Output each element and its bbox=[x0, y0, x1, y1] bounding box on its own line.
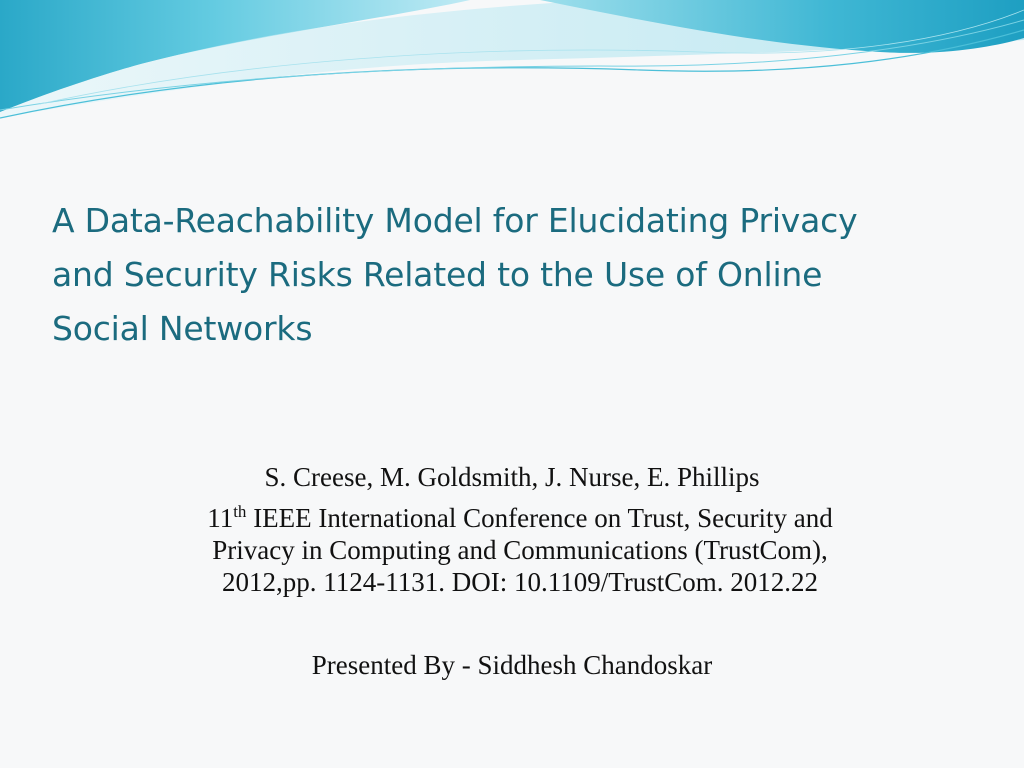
citation-line-2: Privacy in Computing and Communications (TrustCom), bbox=[212, 535, 828, 565]
conference-name: IEEE International Conference on Trust, Security and bbox=[246, 503, 833, 533]
ordinal-suffix: th bbox=[233, 502, 247, 521]
citation-line-3: 2012,pp. 1124-1131. DOI: 10.1109/TrustCom. 2012.22 bbox=[221, 567, 819, 597]
decorative-wave-header bbox=[0, 0, 1024, 130]
ordinal-number: 11 bbox=[207, 503, 234, 533]
conference-citation bbox=[110, 502, 930, 598]
presenter-line: Presented By - Siddhesh Chandoskar bbox=[311, 650, 713, 680]
slide-title bbox=[52, 194, 982, 356]
authors-line: S. Creese, M. Goldsmith, J. Nurse, E. Phillips bbox=[264, 462, 760, 492]
title-line: A Data-Reachability Model for Elucidating Privacy bbox=[52, 201, 858, 240]
title-line: and Security Risks Related to the Use of Online bbox=[52, 255, 823, 294]
title-line: Social Networks bbox=[52, 309, 313, 348]
citation-line-1 bbox=[110, 502, 930, 534]
